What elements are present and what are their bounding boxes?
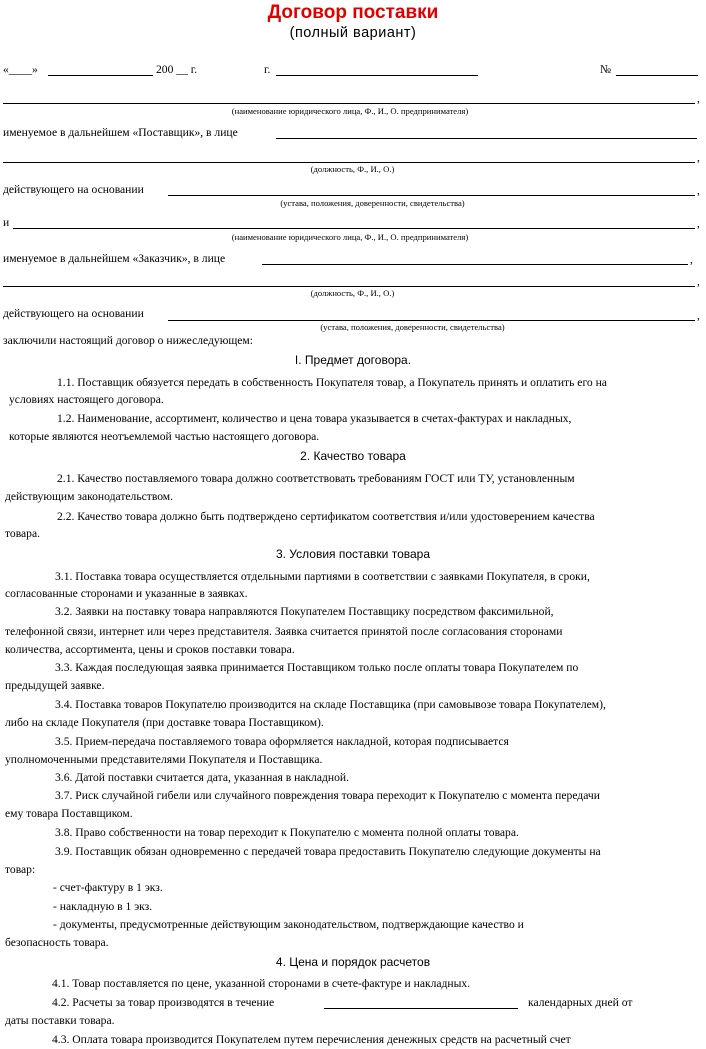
caption-customer-name: (наименование юридического лица, Ф., И., О. предпринимателя) xyxy=(231,232,469,242)
comma: , xyxy=(690,253,693,266)
clause-line: даты поставки товара. xyxy=(5,1014,115,1027)
customer-position-line xyxy=(3,286,695,287)
list-item: - счет-фактуру в 1 экз. xyxy=(53,881,163,894)
date-month-line xyxy=(48,75,153,76)
clause-line: действующим законодательством. xyxy=(5,490,174,503)
caption-position-1: (должность, Ф., И., О.) xyxy=(310,164,395,174)
clause-line: уполномоченными представителями Покупателя и Поставщика. xyxy=(5,753,323,766)
section-heading-3: 3. Условия поставки товара xyxy=(275,547,431,561)
supplier-person-line xyxy=(276,138,697,139)
caption-position-2: (должность, Ф., И., О.) xyxy=(310,288,395,298)
clause-line: согласованные сторонами и указанные в заявках. xyxy=(5,587,248,600)
number-line xyxy=(616,75,698,76)
clause-line: 3.2. Заявки на поставку товара направляются Покупателем Поставщику посредством факсимильной, xyxy=(55,605,554,618)
clause-line: 4.1. Товар поставляется по цене, указанной сторонами в счете-фактуре и накладных. xyxy=(52,977,471,990)
clause-line: которые являются неотъемлемой частью настоящего договора. xyxy=(9,430,320,443)
clause-line: 3.5. Прием-передача поставляемого товара оформляется накладной, которая подписывается xyxy=(55,735,509,748)
list-item: - накладную в 1 экз. xyxy=(53,900,153,913)
customer-person-line xyxy=(262,264,688,265)
clause-line: 3.9. Поставщик обязан одновременно с передачей товара предоставить Покупателю следующие документы на xyxy=(55,845,601,858)
date-year-label: 200 __ г. xyxy=(156,63,198,76)
list-item: - документы, предусмотренные действующим законодательством, подтверждающие качество и xyxy=(53,918,524,931)
clause-line: товар: xyxy=(5,863,36,876)
supplier-basis-line xyxy=(168,195,695,196)
clause-line: предыдущей заявке. xyxy=(5,679,105,692)
payment-days-line xyxy=(324,1008,518,1009)
caption-basis-1: (устава, положения, доверенности, свидетельства) xyxy=(280,198,465,208)
section-heading-4: 4. Цена и порядок расчетов xyxy=(275,955,431,969)
customer-person-text: именуемое в дальнейшем «Заказчик», в лице xyxy=(3,252,226,265)
caption-supplier-name: (наименование юридического лица, Ф., И., О. предпринимателя) xyxy=(231,106,469,116)
clause-line: 1.2. Наименование, ассортимент, количество и цена товара указывается в счетах-фактурах и накладных, xyxy=(57,412,572,425)
clause-line: телефонной связи, интернет или через представителя. Заявка считается принятой после согласования сторонами xyxy=(5,625,563,638)
section-heading-2: 2. Качество товара xyxy=(300,449,406,463)
supplier-person-text: именуемое в дальнейшем «Поставщик», в лице xyxy=(3,126,238,139)
clause-line: 4.2. Расчеты за товар производятся в течение xyxy=(52,996,275,1009)
list-item: безопасность товара. xyxy=(5,936,109,949)
section-heading-1: I. Предмет договора. xyxy=(294,353,412,367)
document-title: Договор поставки xyxy=(267,2,439,23)
customer-basis-text: действующего на основании xyxy=(3,307,144,320)
clause-line: условиях настоящего договора. xyxy=(9,393,164,406)
clause-line: количества, ассортимента, цены и сроков поставки товара. xyxy=(5,643,295,656)
customer-name-line xyxy=(13,228,695,229)
concluded-text: заключили настоящий договор о нижеследующем: xyxy=(3,334,253,347)
clause-line: ему товара Поставщиком. xyxy=(5,807,133,820)
clause-line: 2.1. Качество поставляемого товара должно соответствовать требованиям ГОСТ или ТУ, установленным xyxy=(57,472,575,485)
date-day-field: «____» xyxy=(3,63,38,76)
clause-line: либо на складе Покупателя (при доставке товара Поставщиком). xyxy=(5,716,324,729)
customer-basis-line xyxy=(168,320,695,321)
clause-line: 3.3. Каждая последующая заявка принимается Поставщиком только после оплаты товара Покупателем по xyxy=(55,661,579,674)
comma: , xyxy=(697,151,700,164)
comma: , xyxy=(697,92,700,105)
document-subtitle: (полный вариант) xyxy=(289,25,417,41)
clause-line: товара. xyxy=(5,527,41,540)
city-label: г. xyxy=(264,63,271,76)
caption-basis-2: (устава, положения, доверенности, свидетельства) xyxy=(320,322,505,332)
comma: , xyxy=(697,184,700,197)
city-line xyxy=(276,75,478,76)
supplier-position-line xyxy=(3,162,695,163)
number-label: № xyxy=(600,63,612,76)
clause-line: 1.1. Поставщик обязуется передать в собственность Покупателя товар, а Покупатель принять и оплатить его на xyxy=(57,376,607,389)
supplier-basis-text: действующего на основании xyxy=(3,183,144,196)
clause-line: 3.4. Поставка товаров Покупателю производится на складе Поставщика (при самовывозе товара Покупателем), xyxy=(55,698,606,711)
supplier-name-line xyxy=(3,103,695,104)
clause-line: 3.1. Поставка товара осуществляется отдельными партиями в соответствии с заявками Покупателя, в сроки, xyxy=(55,570,590,583)
clause-line: 3.8. Право собственности на товар переходит к Покупателю с момента полной оплаты товара. xyxy=(55,826,519,839)
comma: , xyxy=(697,275,700,288)
clause-line: 3.6. Датой поставки считается дата, указанная в накладной. xyxy=(55,771,349,784)
comma: , xyxy=(697,217,700,230)
clause-line: 2.2. Качество товара должно быть подтверждено сертификатом соответствия и/или удостоверением качества xyxy=(57,510,595,523)
clause-line: 3.7. Риск случайной гибели или случайного повреждения товара переходит к Покупателю с момента передачи xyxy=(55,789,600,802)
and-label: и xyxy=(3,216,10,229)
clause-line: календарных дней от xyxy=(528,996,633,1009)
comma: , xyxy=(697,309,700,322)
clause-line: 4.3. Оплата товара производится Покупателем путем перечисления денежных средств на расчетный счет xyxy=(52,1033,571,1046)
